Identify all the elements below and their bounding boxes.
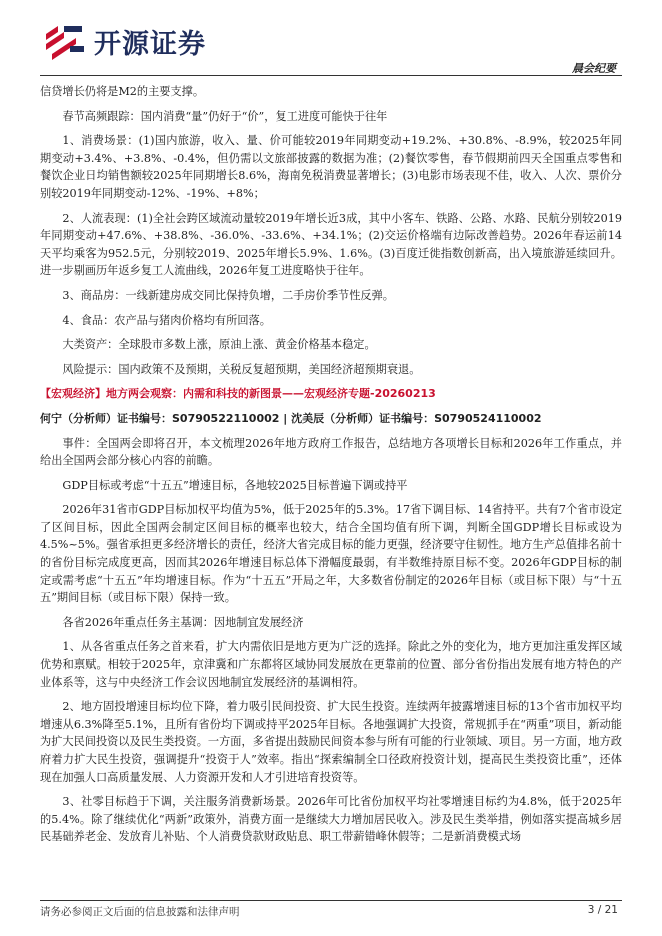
paragraph: 3、社零目标趋于下调，关注服务消费新场景。2026年可比省份加权平均社零增速目标约为4.8%，低于2025年的5.4%。除了继续优化“两新”政策外，消费方面一是继续大力增加居民收入。涉及民生类举措，例如落实提高城乡居民基础养老金、发放育儿补贴、个人消费贷款财政贴息、职工带薪错峰休假等；二是新消费模式场: [40, 795, 622, 844]
risk-warning: 风险提示：国内政策不及预期，关税反复超预期，美国经济超预期衰退。: [62, 362, 421, 376]
brand-logo: [42, 20, 206, 62]
brand-logo-icon: [42, 20, 88, 62]
paragraph: 大类资产：全球股市多数上涨，原油上涨、黄金价格基本稳定。: [62, 338, 376, 352]
paragraph: 2、地方固投增速目标均位下降，着力吸引民间投资、扩大民生投资。连续两年披露增速目标的13个省市加权平均增速从6.3%降至5.1%，且所有省份均下调或持平2025年目标。各地强调扩大投资，常规抓手在“两重”项目，新动能为扩大民间投资以及民生类投资。一方面，多省提出鼓励民间资本参与所有可能的行业领域、项目。另一方面，地方政府着力扩大民生投资，强调提升“投资于人”效率。指出“探索编制全口径政府投资计划，提高民生类投资比重”，还体现在加强人口高质量发展、人力资源开发和人才引进培育投资等。: [40, 700, 622, 784]
paragraph: 3、商品房：一线新建房成交同比保持负增，二手房价季节性反弹。: [62, 288, 394, 302]
report-body: [40, 83, 622, 853]
subheading: 各省2026年重点任务主基调：因地制宜发展经济: [62, 615, 304, 629]
section-title-link[interactable]: 【宏观经济】地方两会观察：内需和科技的新图景——宏观经济专题-20260213: [40, 387, 436, 401]
page-number: 3 / 21: [587, 904, 618, 916]
subheading: 春节高频跟踪：国内消费“量”仍好于“价”，复工进度可能快于往年: [62, 109, 388, 123]
paragraph: 1、从各省重点任务之首来看，扩大内需依旧是地方更为广泛的选择。除此之外的变化为，地方更加注重发挥区域优势和禀赋。相较于2025年，京津冀和广东都将区域协同发展放在更靠前的位置、部分省份指出发展有地方特色的产业体系等，这与中央经济工作会议因地制宜发展经济的基调相符。: [40, 640, 622, 689]
paragraph: 事件：全国两会即将召开，本文梳理2026年地方政府工作报告，总结地方各项增长目标和2026年工作重点，并给出全国两会部分核心内容的前瞻。: [40, 436, 622, 468]
footer-divider: [40, 900, 622, 901]
paragraph: 2、人流表现：(1)全社会跨区域流动量较2019年增长近3成，其中小客车、铁路、公路、水路、民航分别较2019年同期变动+47.6%、+38.8%、-36.0%、-33.6%、+34.1%；(2)交运价格端有边际改善趋势。2026年春运前14天平均乘客为952.5元，分别较2019、2025年增长5.9%、1.6%。(3)百度迁徙指数创新高，出入境旅游延续回升。进一步剔画历年返乡复工人流曲线，2026年复工进度略快于往年。: [40, 211, 622, 278]
brand-name: 开源证券: [94, 28, 206, 60]
paragraph: 1、消费场景：(1)国内旅游，收入、量、价可能较2019年同期变动+19.2%、+30.8%、-8.9%，较2025年同期变动+3.4%、+3.8%、-0.4%，但仍需以文旅部披露的数据为准；(2)餐饮零售，春节假期前四天全国重点零售和餐饮企业日均销售额较2025年同期增长8.6%，海南免税消费显著增长；(3)电影市场表现不佳，收入、人次、票价分别较2019年同期变动-12%、-19%、+8%；: [40, 134, 622, 200]
paragraph: 2026年31省市GDP目标加权平均值为5%，低于2025年的5.3%。17省下调目标、14省持平。共有7个省市设定了区间目标，因此全国两会制定区间目标的概率也较大，结合全国均值有所下调，判断全国GDP增长目标或设为4.5%~5%。强省承担更多经济增长的责任，经济大省完成目标的能力更强，经济要守住韧性。地方生产总值排名前十的省份目标完成度更高，因而其2026年增速目标总体下滑幅度最弱，有半数维持原目标不变。2026年GDP目标的制定或需考虑“十五五”年均增速目标。作为“十五五”开局之年，大多数省份制定的2026年目标（或目标下限）与“十五五”期间目标（或目标下限）保持一致。: [40, 503, 622, 605]
analyst-info: 何宁（分析师）证书编号：S0790522110002 | 沈美辰（分析师）证书编号：S0790524110002: [40, 411, 542, 425]
report-type-tag: 晨会纪要: [572, 62, 616, 75]
subheading: GDP目标或考虑“十五五”增速目标，各地较2025目标普遍下调或持平: [62, 478, 408, 492]
paragraph: 信贷增长仍将是M2的主要支撑。: [40, 85, 205, 98]
page-header: [0, 0, 662, 80]
footer-disclaimer: 请务必参阅正文后面的信息披露和法律声明: [40, 906, 240, 918]
paragraph: 4、食品：农产品与猪肉价格均有所回落。: [62, 313, 271, 327]
header-divider: [40, 75, 622, 76]
